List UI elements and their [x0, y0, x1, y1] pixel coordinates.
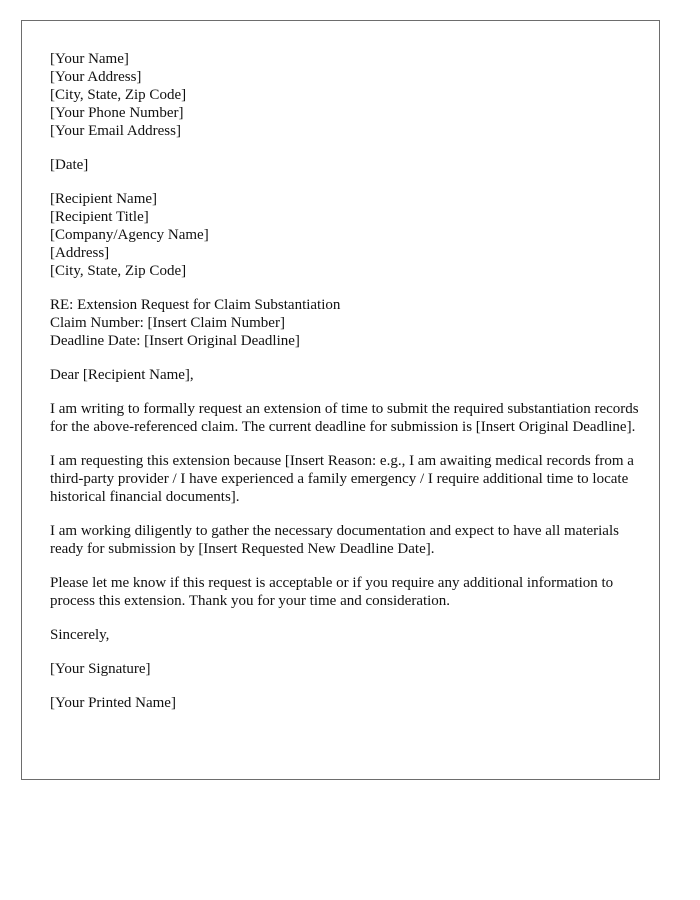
body-paragraph-1: I am writing to formally request an extension of time to submit the required substantiation records for the above-referenced claim. The current deadline for submission is [Insert Original Deadline].: [50, 401, 639, 435]
sender-email: [Your Email Address]: [50, 123, 181, 139]
recipient-title: [Recipient Title]: [50, 209, 149, 225]
sender-name: [Your Name]: [50, 51, 129, 67]
recipient-company: [Company/Agency Name]: [50, 227, 209, 243]
reference-block: [50, 296, 640, 350]
sender-city-state-zip: [City, State, Zip Code]: [50, 87, 187, 103]
body-paragraph-4: Please let me know if this request is acceptable or if you require any additional information to process this extension. Thank you for your time and consideration.: [50, 575, 614, 609]
body-paragraph-3: I am working diligently to gather the necessary documentation and expect to have all materials ready for submission by [Insert Requested New Deadline Date].: [50, 523, 619, 557]
claim-number: Claim Number: [Insert Claim Number]: [50, 315, 285, 331]
recipient-address: [Address]: [50, 245, 110, 261]
sender-address: [Your Address]: [50, 69, 142, 85]
recipient-block: [50, 190, 640, 280]
recipient-name: [Recipient Name]: [50, 191, 158, 207]
letter-date: [Date]: [50, 157, 89, 173]
signature-placeholder: [Your Signature]: [50, 661, 151, 677]
date-block: [50, 156, 640, 174]
printed-name: [Your Printed Name]: [50, 695, 176, 711]
deadline-date: Deadline Date: [Insert Original Deadline]: [50, 333, 300, 349]
letter-page: [21, 20, 660, 780]
body-paragraph-2: I am requesting this extension because [Insert Reason: e.g., I am awaiting medical records from a third-party provider / I have experienced a family emergency / I require additional time to locate historical financial documents].: [50, 453, 634, 505]
sender-block: [50, 50, 640, 140]
salutation: Dear [Recipient Name],: [50, 367, 194, 383]
letter-content: [50, 50, 640, 728]
re-line: RE: Extension Request for Claim Substantiation: [50, 297, 341, 313]
sender-phone: [Your Phone Number]: [50, 105, 184, 121]
recipient-city-state-zip: [City, State, Zip Code]: [50, 263, 187, 279]
closing: Sincerely,: [50, 627, 110, 643]
